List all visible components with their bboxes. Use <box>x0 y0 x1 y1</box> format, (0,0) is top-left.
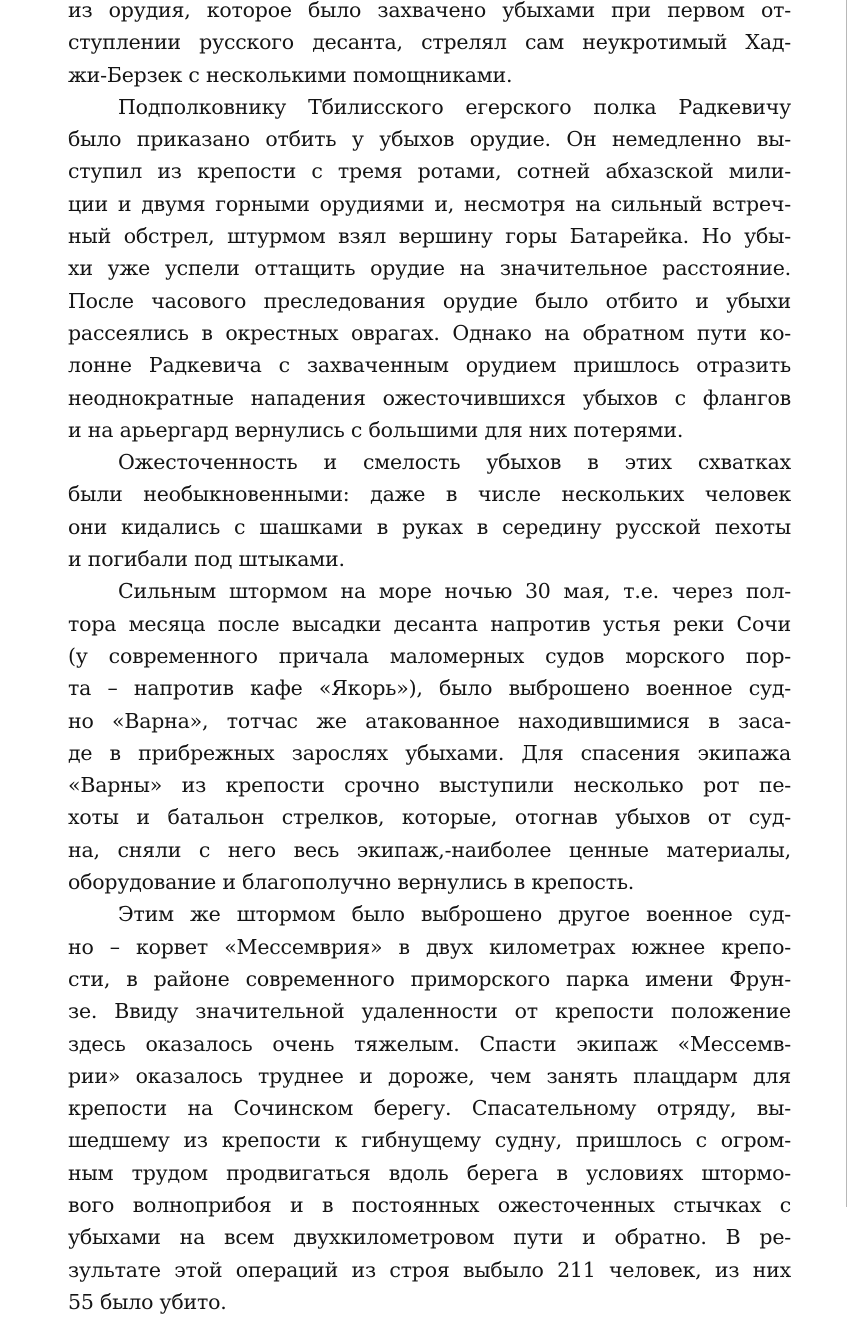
paragraph-4 <box>68 575 791 898</box>
text-line: ным трудом продвигаться вдоль берега в условиях штормо- <box>68 1160 791 1185</box>
text-line: После часового преследования орудие было отбито и убыхи <box>68 288 791 313</box>
text-line: Сильным штормом на море ночью 30 мая, т.е. через пол- <box>118 579 791 604</box>
page-edge-line <box>846 0 847 1207</box>
text-line: хи уже успели оттащить орудие на значительное расстояние. <box>68 256 791 281</box>
text-line: зультате этой операций из строя выбыло 211 человек, из них <box>68 1257 791 1282</box>
text-line: лонне Радкевича с захваченным орудием пришлось отразить <box>68 353 791 378</box>
text-line: неоднократные нападения ожесточившихся убыхов с флангов <box>68 385 791 410</box>
text-line: ный обстрел, штурмом взял вершину горы Батарейка. Но убы- <box>68 224 791 249</box>
text-line: рассеялись в окрестных оврагах. Однако на обратном пути ко- <box>68 320 791 345</box>
text-line: но – корвет «Мессемврия» в двух километрах южнее крепо- <box>68 934 791 959</box>
paragraph-3 <box>68 446 791 575</box>
text-line: Ожесточенность и смелость убыхов в этих схватках <box>118 450 791 475</box>
text-line: тора месяца после высадки десанта напротив устья реки Сочи <box>68 611 791 636</box>
paragraph-1 <box>68 0 791 91</box>
text-line: крепости на Сочинском берегу. Спасательному отряду, вы- <box>68 1096 791 1121</box>
text-line: 55 было убито. <box>68 1289 227 1314</box>
text-line: (у современного причала маломерных судов морского пор- <box>68 643 791 668</box>
text-line: рии» оказалось труднее и дороже, чем занять плацдарм для <box>68 1063 791 1088</box>
text-line: и на арьергард вернулись с большими для них потерями. <box>68 417 684 442</box>
text-line: но «Варна», тотчас же атакованное находившимися в заса- <box>68 708 791 733</box>
text-line: та – напротив кафе «Якорь»), было выброшено военное суд- <box>68 676 791 701</box>
text-line: были необыкновенными: даже в числе нескольких человек <box>68 482 791 507</box>
text-line: сти, в районе современного приморского парка имени Фрун- <box>68 966 791 991</box>
text-line: ции и двумя горными орудиями и, несмотря на сильный встреч- <box>68 191 791 216</box>
paragraph-5 <box>68 898 791 1318</box>
text-line: жи-Берзек с несколькими помощниками. <box>68 62 513 87</box>
paragraph-2 <box>68 91 791 446</box>
text-line: здесь оказалось очень тяжелым. Спасти экипаж «Мессемв- <box>68 1031 791 1056</box>
text-line: ступлении русского десанта, стрелял сам неукротимый Хад- <box>68 30 791 55</box>
text-line: Этим же штормом было выброшено другое военное суд- <box>118 902 791 927</box>
text-line: из орудия, которое было захвачено убыхами при первом от- <box>68 0 791 22</box>
text-line: они кидались с шашками в руках в середину русской пехоты <box>68 514 791 539</box>
text-line: вого волноприбоя и в постоянных ожесточенных стычках с <box>68 1192 791 1217</box>
text-line: шедшему из крепости к гибнущему судну, пришлось с огром- <box>68 1128 791 1153</box>
text-line: было приказано отбить у убыхов орудие. Он немедленно вы- <box>68 127 791 152</box>
text-line: де в прибрежных зарослях убыхами. Для спасения экипажа <box>68 740 791 765</box>
text-line: на, сняли с него весь экипаж,-наиболее ценные материалы, <box>68 837 791 862</box>
page-text <box>68 0 791 1318</box>
text-line: и погибали под штыками. <box>68 547 345 572</box>
text-line: ступил из крепости с тремя ротами, сотней абхазской мили- <box>68 159 791 184</box>
text-line: убыхами на всем двухкилометровом пути и обратно. В ре- <box>68 1225 791 1250</box>
text-line: хоты и батальон стрелков, которые, отогнав убыхов от суд- <box>68 805 791 830</box>
text-line: Подполковнику Тбилисского егерского полка Радкевичу <box>118 94 791 119</box>
text-line: оборудование и благополучно вернулись в крепость. <box>68 870 635 895</box>
text-line: зе. Ввиду значительной удаленности от крепости положение <box>68 999 791 1024</box>
text-line: «Варны» из крепости срочно выступили несколько рот пе- <box>68 773 791 798</box>
